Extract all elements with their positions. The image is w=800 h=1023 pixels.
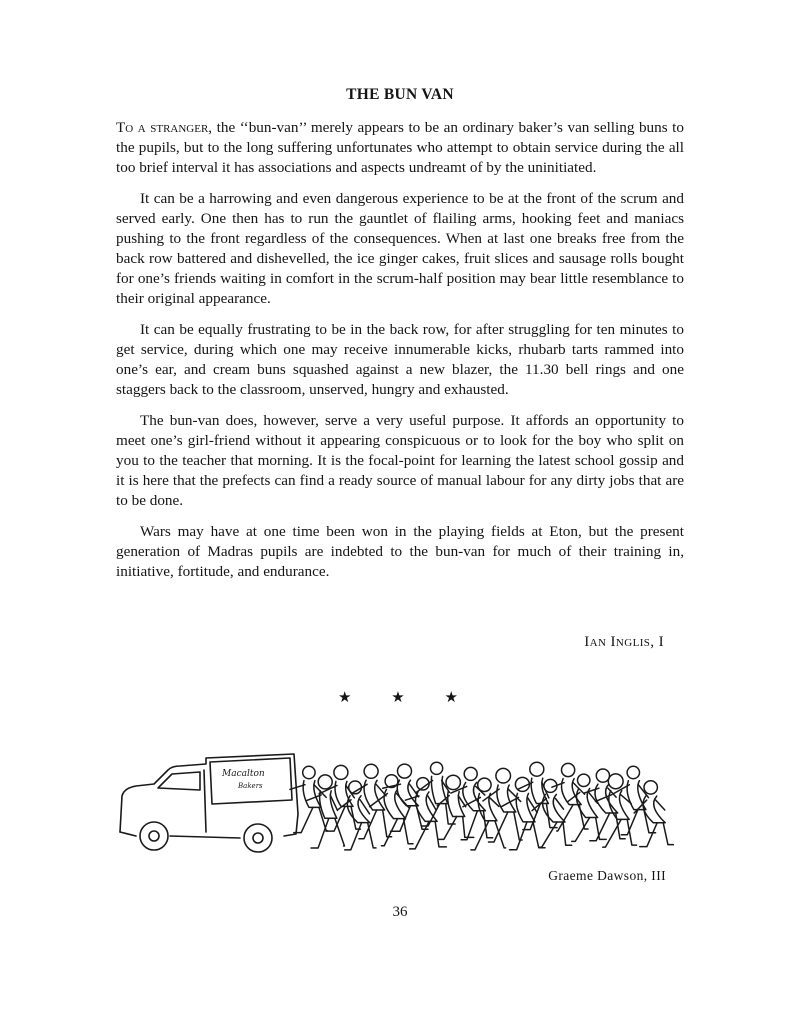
van-cargo-panel [210, 758, 292, 804]
pupil-figure [532, 779, 572, 847]
star-icon: ★ [391, 690, 405, 706]
pupil-figure [634, 781, 674, 847]
paragraph-3: It can be equally frustrating to be in the back row, for after struggling for ten minutes to get service, during which one may receive innumerable kicks, rhubarb tarts rammed into one’s ear, and cream buns squashed against a new blazer, the 11.30 bell rings and one staggers back to the classroom, unserved, hungry and exhausted. [116, 321, 684, 398]
paragraph-4: The bun-van does, however, serve a very useful purpose. It affords an opportunity to meet one’s girl-friend without it appearing conspicuous or to look for the boy who split on you to the teacher that morning. It is the focal-point for learning the latest school gossip and it is here that the prefects can find a ready source of manual labour for any dirty jobs that are to be done. [116, 412, 684, 509]
paragraph-text: the ‘‘bun-van’’ merely appears to be an ordinary baker’s van selling buns to the pupils, but to the long suffering unfortunates who attempt to obtain service during the all too brief interval it has associations and aspects undreamt of by the uninitiated. [116, 119, 684, 176]
van-underside [170, 836, 240, 838]
star-icon: ★ [338, 690, 352, 706]
section-separator [338, 688, 458, 707]
van-rear-wheel [244, 824, 272, 852]
pupil-figure [383, 764, 428, 831]
article-title: THE BUN VAN [346, 86, 454, 103]
van-bumper [120, 832, 136, 836]
bun-van-illustration [114, 750, 674, 860]
van-sign-main: Macalton [222, 769, 265, 779]
van-door-line [204, 770, 206, 832]
paragraph-2: It can be a harrowing and even dangerous experience to be at the front of the scrum and served early. One then has to run the gauntlet of flailing arms, hooking feet and maniacs pushing to the front regardless of the consequences. When at last one breaks free from the back row battered and dishevelled, the ice ginger cakes, fruit slices and sausage rolls bought for one’s friends waiting in comfort in the scrum-half position may bear little resemblance to their original appearance. [116, 190, 684, 307]
paragraph-5: Wars may have at one time been won in the playing fields at Eton, but the present generation of Madras pupils are indebted to the bun-van for much of their training in, initiative, fortitude, and endurance. [116, 523, 684, 580]
star-icon: ★ [444, 690, 458, 706]
paragraph-1 [116, 118, 684, 178]
lead-in-text: To a stranger, [116, 119, 213, 136]
van-sign-sub: Bakers [238, 782, 263, 790]
illustrator-credit: Graeme Dawson, III [548, 868, 666, 883]
pupil-figure [306, 775, 344, 848]
pupil-figure [405, 778, 446, 849]
crowd-of-pupils [290, 762, 674, 850]
page-number: 36 [392, 904, 408, 920]
van-front-wheel [140, 822, 168, 850]
article-body [116, 118, 684, 593]
author-byline: Ian Inglis, I [584, 634, 664, 650]
